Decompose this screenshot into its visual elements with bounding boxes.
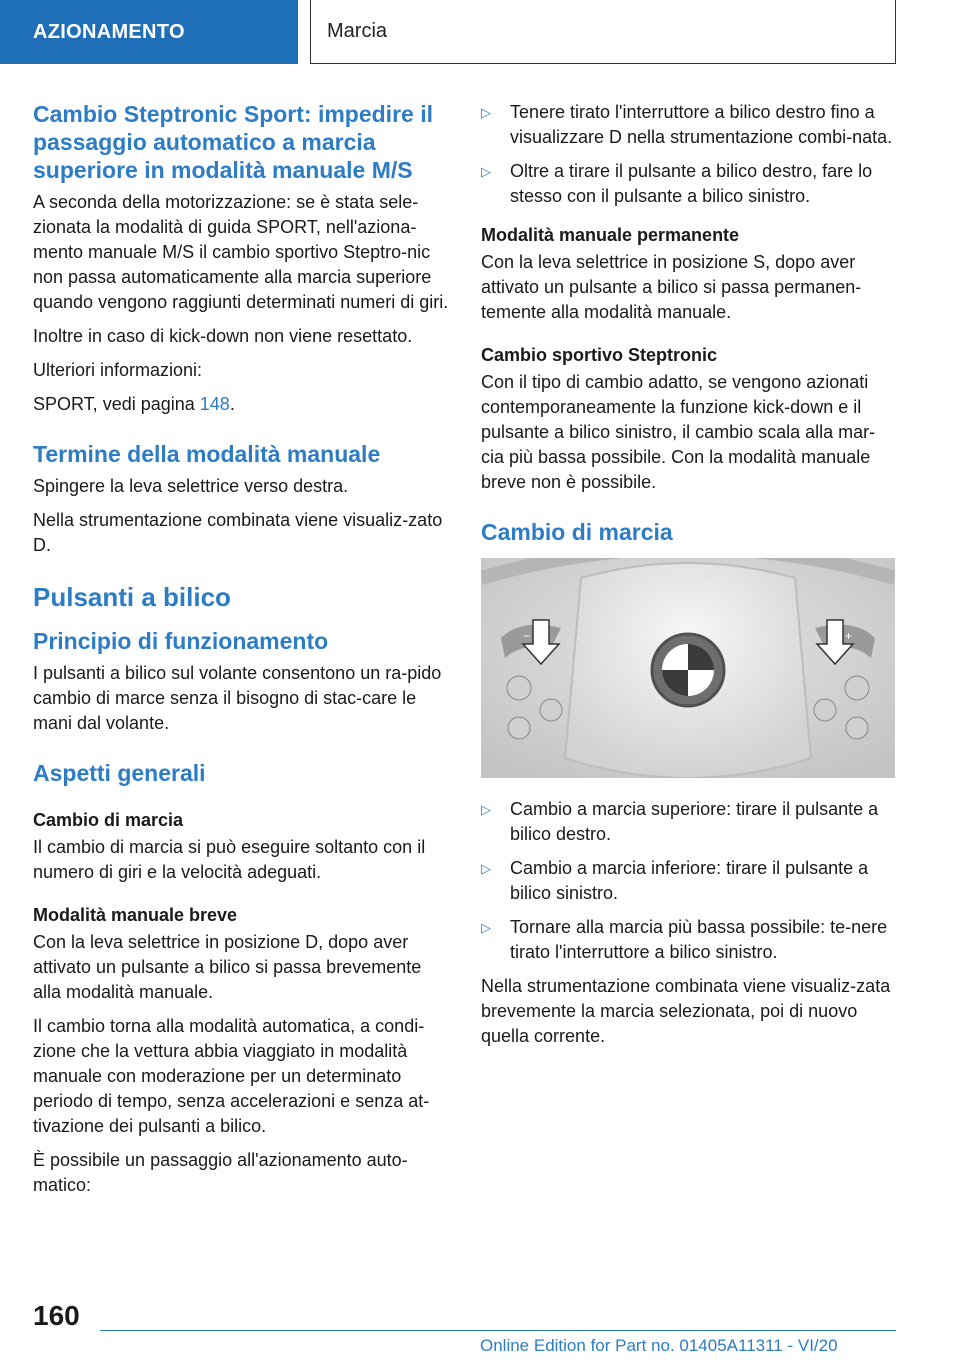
steering-wheel-figure (481, 558, 895, 778)
left-column (33, 100, 449, 1207)
minus-label: − (523, 629, 531, 643)
heading-steptronic-sport: Cambio Steptronic Sport: impedire il passaggio automatico a marcia superiore in modalità manuale M/S (33, 101, 433, 183)
wheel-button (508, 717, 530, 739)
triangle-right-icon: ▷ (481, 105, 491, 120)
triangle-right-icon: ▷ (481, 861, 491, 876)
right-column (481, 100, 897, 1058)
subheading-sportivo: Cambio sportivo Steptronic (481, 345, 718, 365)
reference-end: . (229, 394, 235, 414)
list-item (481, 856, 897, 906)
list-item (481, 797, 897, 847)
list-item-text: Oltre a tirare il pulsante a bilico destro, fare lo stesso con il pulsante a bilico sinistro. (510, 161, 873, 206)
reference-text: SPORT, vedi pagina (33, 394, 200, 414)
bullet-list (481, 100, 897, 209)
wheel-button (846, 717, 868, 739)
paragraph: È possibile un passaggio all'azionamento auto-matico: (33, 1150, 408, 1195)
list-item-text: Tornare alla marcia più bassa possibile: te-nere tirato l'interruttore a bilico sinistro. (510, 917, 888, 962)
page-link[interactable]: 148 (199, 394, 230, 414)
paragraph: Il cambio di marcia si può eseguire soltanto con il numero di giri e la velocità adeguati. (33, 837, 426, 882)
heading-pulsanti: Pulsanti a bilico (33, 582, 231, 612)
list-item (481, 100, 897, 150)
wheel-button (814, 699, 836, 721)
page-number: 160 (33, 1300, 80, 1331)
wheel-button (845, 676, 869, 700)
list-item-text: Cambio a marcia superiore: tirare il pulsante a bilico destro. (510, 799, 879, 844)
paragraph: A seconda della motorizzazione: se è stata sele-zionata la modalità di guida SPORT, nell'aziona-mento manuale M/S il cambio sportivo Steptro-nic non passa automaticamente alla marcia superiore quando vengono raggiunti determinati numeri di giri. (33, 192, 449, 312)
triangle-right-icon: ▷ (481, 920, 491, 935)
paragraph: Con la leva selettrice in posizione S, dopo aver attivato un pulsante a bilico si passa permanen-temente alla modalità manuale. (481, 252, 862, 322)
paragraph-reference (33, 392, 449, 417)
list-item-text: Cambio a marcia inferiore: tirare il pulsante a bilico sinistro. (510, 858, 869, 903)
topic-header (310, 0, 896, 64)
list-item-text: Tenere tirato l'interruttore a bilico destro fino a visualizzare D nella strumentazione combi-nata. (510, 102, 893, 147)
triangle-right-icon: ▷ (481, 164, 491, 179)
subheading-permanente: Modalità manuale permanente (481, 225, 740, 245)
paragraph: Nella strumentazione combinata viene visualiz-zata brevemente la marcia selezionata, poi di nuovo quella corrente. (481, 976, 891, 1046)
plus-label: + (845, 629, 853, 643)
footer-edition: Online Edition for Part no. 01405A11311 - VI/20 (480, 1336, 838, 1355)
topic-title: Marcia (327, 20, 388, 42)
paragraph: Ulteriori informazioni: (33, 360, 203, 380)
list-item (481, 159, 897, 209)
heading-principio: Principio di funzionamento (33, 628, 329, 654)
footer-divider (100, 1330, 896, 1331)
subheading-breve: Modalità manuale breve (33, 905, 238, 925)
paragraph: Il cambio torna alla modalità automatica, a condi-zione che la vettura abbia viaggiato in modalità manuale con moderazione per un determinato periodo di tempo, senza accelerazioni e senza at-tivazione dei pulsanti a bilico. (33, 1016, 430, 1136)
paragraph: Con la leva selettrice in posizione D, dopo aver attivato un pulsante a bilico si passa brevemente alla modalità manuale. (33, 932, 422, 1002)
wheel-button (540, 699, 562, 721)
paragraph: Nella strumentazione combinata viene visualiz-zato D. (33, 510, 443, 555)
paragraph: Con il tipo di cambio adatto, se vengono azionati contemporaneamente la funzione kick-down e il pulsante a bilico sinistro, il cambio scala alla mar-cia più bassa possibile. Con la modalità manuale breve non è possibile. (481, 372, 876, 492)
wheel-button (507, 676, 531, 700)
section-tab (0, 0, 298, 64)
paragraph: I pulsanti a bilico sul volante consentono un ra-pido cambio di marce senza il bisogno di stac-care le mani dal volante. (33, 663, 442, 733)
bullet-list (481, 797, 897, 965)
section-title: AZIONAMENTO (33, 20, 185, 43)
paragraph: Inoltre in caso di kick-down non viene resettato. (33, 326, 413, 346)
heading-cambio-marcia: Cambio di marcia (481, 519, 673, 545)
subheading-cambio: Cambio di marcia (33, 810, 184, 830)
paragraph: Spingere la leva selettrice verso destra. (33, 476, 349, 496)
list-item (481, 915, 897, 965)
triangle-right-icon: ▷ (481, 802, 491, 817)
heading-termine: Termine della modalità manuale (33, 441, 381, 467)
heading-aspetti: Aspetti generali (33, 760, 206, 786)
